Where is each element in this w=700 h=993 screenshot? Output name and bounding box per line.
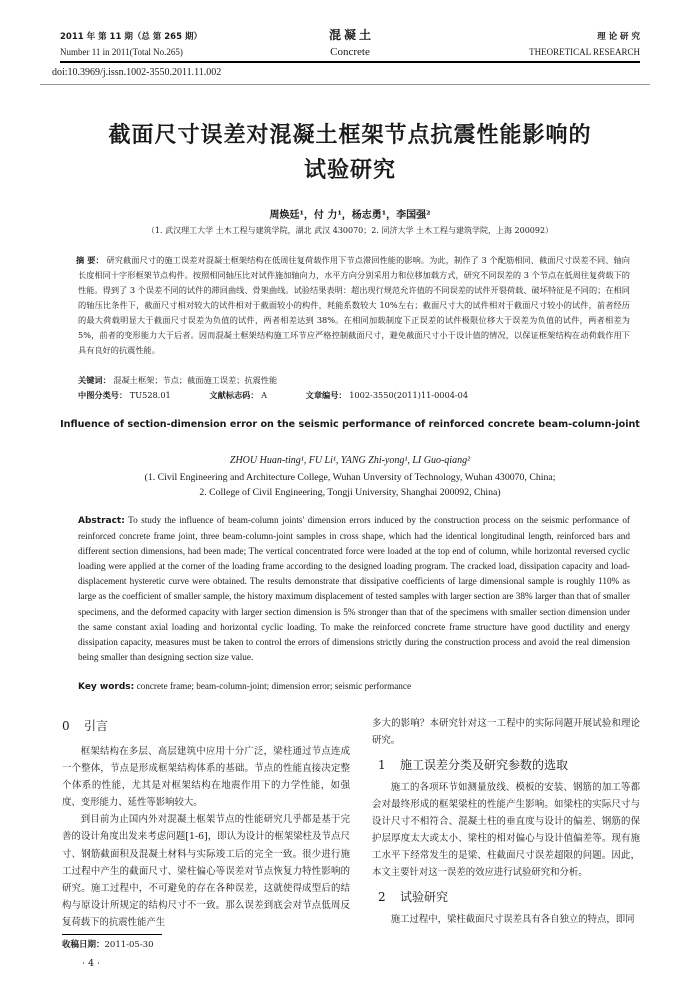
abstract-en xyxy=(78,513,630,665)
section-2-number: 2 xyxy=(378,890,386,904)
received-value: 2011-05-30 xyxy=(104,940,154,950)
journal-en: Concrete xyxy=(330,46,370,58)
keywords-cn-label: 关键词： xyxy=(78,375,111,385)
right-paragraph-0: 多大的影响？本研究针对这一工程中的实际问题开展试验和理论研究。 xyxy=(372,718,640,747)
doc-code-value: A xyxy=(261,390,268,400)
title-cn-line2: 试验研究 xyxy=(303,158,396,183)
section-1-title: 施工误差分类及研究参数的选取 xyxy=(400,758,569,772)
affiliation-en-2: 2. College of Civil Engineering, Tongji University, Shanghai 200092, China) xyxy=(199,487,501,498)
section-0-number: 0 xyxy=(62,719,70,733)
doi: doi:10.3969/j.issn.1002-3550.2011.11.002 xyxy=(52,67,222,78)
abstract-cn-text: 研究截面尺寸的施工误差对混凝土框架结构在低周往复荷载作用下节点滞回性能的影响。为此，制作了 3 个配筋相同、截面尺寸误差不同、轴向长度相同十字形框架节点构件。按照相同轴压比对试件施加轴向力，水平方向分别采用力和位移加载方式，研究不同误差的 3 个节点在低周往复荷载下的性能。得到了 3 个误差不同的试件的滞回曲线、骨架曲线。试验结果表明：超出现行规范允许值的不同误差的试件开裂荷载、破坏特征是不同的；在相同的轴压比条件下，截面尺寸相对较大的试件相对于截面较小的构件，耗能系数较大 10%左右；截面尺寸大的试件相对于截面尺寸较小的试件，前者经历的最大荷载明显大于截面尺寸误差为负值的试件，两者相差达到 38%。在相同加载制度下正误差的试件极限位移大于误差为负值的试件，两者相差为 5%，前者的变形能力大于后者。因而混凝土框架结构施工环节应严格控制截面尺寸，避免截面尺寸小于设计值的情况，以保证框架结构在动荷载作用下具有良好的抗震性能。 xyxy=(78,255,630,355)
section-cn: 理 论 研 究 xyxy=(597,32,640,42)
left-paragraph-1: 框架结构在多层、高层建筑中应用十分广泛，梁柱通过节点连成一个整体，节点是形成框架结构体系的基础。节点的性能直接决定整个体系的性能，尤其是对框架结构在地震作用下的力学性能，如强度、变形能力、延性等影响较大。 xyxy=(62,746,350,809)
article-no-label: 文章编号： xyxy=(305,390,347,400)
abstract-cn xyxy=(78,253,630,358)
section-0-heading xyxy=(62,718,108,735)
affiliation-en-1: (1. Civil Engineering and Architecture College, Wuhan Unversity of Technology, Wuhan 430070, China; xyxy=(144,472,556,483)
keywords-en-text: concrete frame; beam-column-joint; dimension error; seismic performance xyxy=(136,681,412,691)
article-no-value: 1002-3550(2011)11-0004-04 xyxy=(349,390,469,400)
right-column-intro xyxy=(372,715,640,749)
clc-label: 中图分类号： xyxy=(78,390,128,400)
header-rule xyxy=(60,61,640,63)
section-1-number: 1 xyxy=(378,758,386,772)
title-en: Influence of section-dimension error on the seismic performance of reinforced concrete beam-column-joint xyxy=(60,419,640,430)
section-en: THEORETICAL RESEARCH xyxy=(529,47,640,57)
right-paragraph-2: 施工过程中，梁柱截面尺寸误差具有各自独立的特点，即同 xyxy=(390,914,635,925)
section-2-heading xyxy=(378,889,448,906)
abstract-cn-label: 摘 要： xyxy=(76,255,104,265)
page-number: · 4 · xyxy=(82,958,101,969)
abstract-en-label: Abstract: xyxy=(78,516,125,526)
doc-code-label: 文献标志码： xyxy=(209,390,259,400)
section-2-title: 试验研究 xyxy=(400,890,449,904)
authors-cn: 周焕廷¹，付 力¹，杨志勇¹，李国强² xyxy=(269,210,431,221)
footnote-rule xyxy=(62,934,162,935)
classification-line xyxy=(78,388,638,403)
right-column-section-1 xyxy=(372,779,640,882)
received-label: 收稿日期： xyxy=(62,940,105,950)
journal-cn: 混 凝 土 xyxy=(328,28,371,42)
keywords-en-label: Key words: xyxy=(78,682,135,692)
received-date xyxy=(62,938,154,950)
section-0-title: 引言 xyxy=(84,719,109,733)
issue-en: Number 11 in 2011(Total No.265) xyxy=(60,47,183,57)
doi-rule xyxy=(40,84,650,85)
right-paragraph-1: 施工的各项环节如测量放线、模板的安装、钢筋的加工等都会对最终形成的框架梁柱的性能产生影响。如梁柱的实际尺寸与设计尺寸不相符合、混凝土柱的垂直度与设计的偏差、钢筋的保护层厚度太大或太小、梁柱的相对偏心与设计值偏差等。现有施工水平下经常发生的是梁、柱截面尺寸误差超限的问题。因此，本文主要针对这一误差的效应进行试验研究和分析。 xyxy=(372,782,640,879)
title-cn-line1: 截面尺寸误差对混凝土框架节点抗震性能影响的 xyxy=(108,123,592,148)
keywords-cn-text: 混凝土框架；节点；截面施工误差；抗震性能 xyxy=(113,375,278,385)
left-paragraph-2: 到目前为止国内外对混凝土框架节点的性能研究几乎都是基于完善的设计角度出发来考虑问题[1-6]，即认为设计的框架梁柱及节点尺寸、钢筋截面积及混凝土材料与实际竣工后的完全一致。很少进行施工过程中产生的截面尺寸、梁柱偏心等误差对节点恢复力特性影响的研究。施工过程中，不可避免的存在各种误差，这就使得成型后的结构与原设计所规定的结构尺寸不一致。那么误差到底会对节点低周反复荷载下的抗震性能产生 xyxy=(62,814,350,928)
right-column-section-2 xyxy=(372,911,640,928)
section-1-heading xyxy=(378,757,568,774)
authors-en: ZHOU Huan-ting¹, FU Li¹, YANG Zhi-yong¹, LI Guo-qiang² xyxy=(229,455,471,466)
abstract-en-text: To study the influence of beam-column joints' dimension errors induced by the construction process on the seismic performance of reinforced concrete frame joint, three beam-column-joint samples in cross shape, which had the identical longitudinal length, reinforced bars and different section dimensions, had been made; The vertical concentrated force were loaded at the top end of column, while horizontal reversed cyclic loading were applied at the corner of the loading frame according to the designed loading program. The cracked load, dissipation capacity and load-displacement hysteretic curve were obtained. The results demonstrate that dissipative coefficients of large dimensional sample is roughly 110% as large as the coefficient of smaller sample, the history maximum displacement of tested samples with larger section are 38% larger than that of smaller specimens, and the deformed capacity with larger section dimension is 5% stronger than that of the specimens with smaller section dimension under the same constant axial loading and horizontal cyclic loading. To make the reinforced concrete frame structure have good ductility and energy dissipation capacity, measures must be taken to control the errors of dimensions strictly during the construction process and avoid the real dimension being smaller than designing section size value. xyxy=(78,515,630,662)
left-column-text xyxy=(62,743,350,931)
keywords-en xyxy=(78,679,411,695)
keywords-cn xyxy=(78,373,277,388)
clc-value: TU528.01 xyxy=(129,390,171,400)
issue-cn: 2011 年 第 11 期（总 第 265 期） xyxy=(60,32,202,42)
affiliation-cn: （1. 武汉理工大学 土木工程与建筑学院，湖北 武汉 430070；2. 同济大学 土木工程与建筑学院，上海 200092） xyxy=(146,226,554,235)
